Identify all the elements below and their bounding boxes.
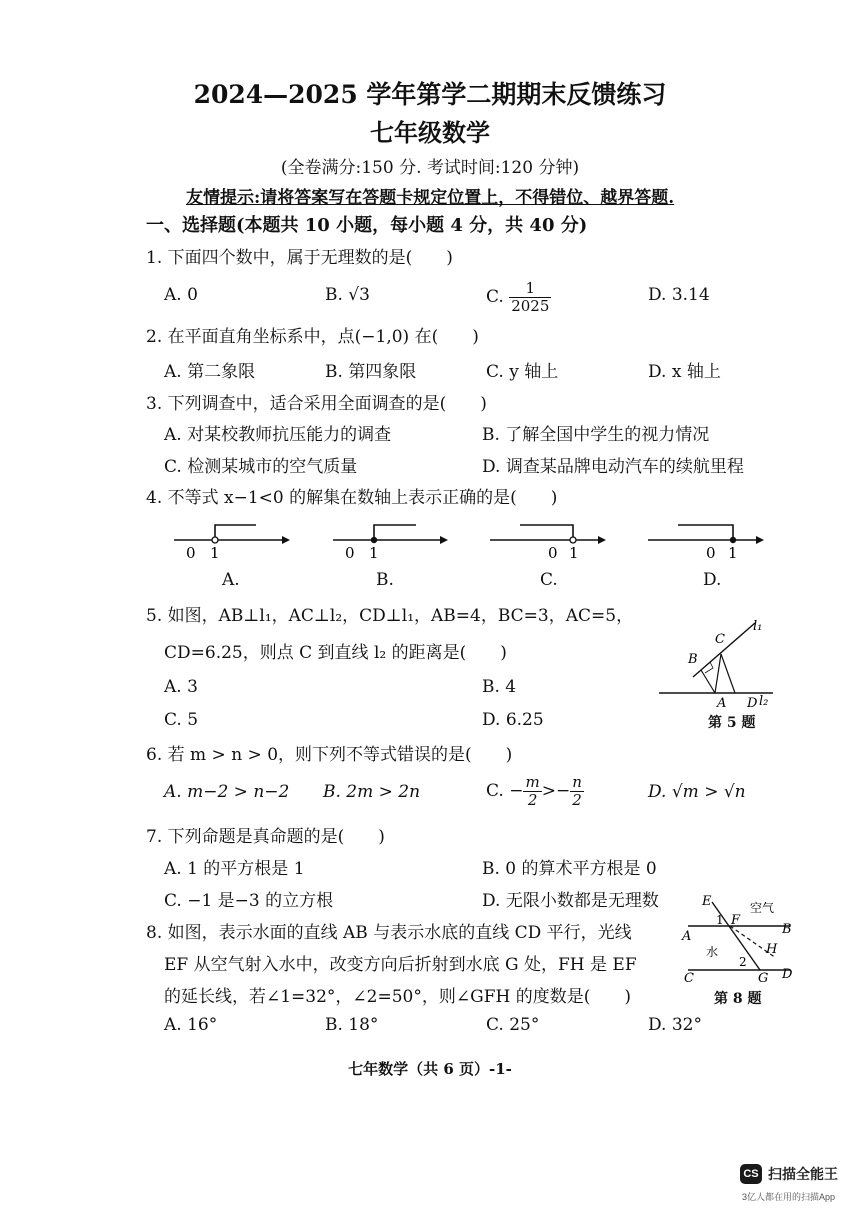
q6-frac-left: $\frac{m}{2}$: [525, 773, 540, 809]
q8-figure-caption: 第 8 题: [714, 991, 762, 1007]
q5-option-b: B. 4: [482, 677, 517, 697]
q4-label-b: B.: [376, 570, 394, 590]
svg-text:l₂: l₂: [759, 694, 769, 709]
q2-option-a: A. 第二象限: [164, 362, 256, 382]
q6-option-c: C. − $\frac{m}{2}$ >− $\frac{n}{2}$: [486, 773, 582, 809]
svg-text:F: F: [731, 913, 741, 928]
svg-text:B: B: [688, 652, 698, 667]
question-4-stem: 4. 不等式 x−1<0 的解集在数轴上表示正确的是( ): [146, 488, 558, 508]
exam-info: (全卷满分:150 分. 考试时间:120 分钟): [280, 158, 580, 178]
q3-option-d: D. 调查某品牌电动汽车的续航里程: [482, 457, 744, 477]
svg-text:D: D: [782, 967, 793, 982]
q4-line-c: [490, 525, 606, 562]
q7-option-a: A. 1 的平方根是 1: [164, 859, 305, 879]
q4-line-d: [648, 525, 764, 562]
q1-fraction: [509, 280, 551, 315]
q4-line-a: [174, 525, 290, 562]
section-heading: 一、选择题(本题共 10 小题，每小题 4 分，共 40 分): [146, 215, 588, 236]
question-8-stem-2: EF 从空气射入水中，改变方向后折射到水底 G 处，FH 是 EF: [164, 955, 637, 975]
exam-title: 2024—2025 学年第学二期期末反馈练习: [193, 80, 667, 109]
q4-line-b: [333, 525, 448, 562]
svg-text:1: 1: [569, 544, 579, 562]
question-3-stem: 3. 下列调查中，适合采用全面调查的是( ): [146, 394, 487, 414]
camscanner-logo-icon: CS: [740, 1164, 762, 1184]
q2-option-c: C. y 轴上: [486, 362, 559, 382]
svg-text:A: A: [717, 696, 727, 711]
q6-option-d: D. √m > √n: [648, 782, 746, 802]
svg-text:C: C: [684, 971, 694, 982]
svg-text:0: 0: [706, 544, 716, 562]
q7-option-b: B. 0 的算术平方根是 0: [482, 859, 657, 879]
q8-option-c: C. 25°: [486, 1015, 540, 1035]
svg-text:l₁: l₁: [753, 619, 763, 634]
svg-text:D: D: [747, 696, 758, 711]
svg-text:1: 1: [728, 544, 738, 562]
svg-text:H: H: [766, 942, 778, 957]
q7-option-d: D. 无限小数都是无理数: [482, 891, 659, 911]
q4-label-a: A.: [222, 570, 240, 590]
q1-option-a: A. 0: [164, 285, 198, 305]
q4-number-lines: [170, 518, 770, 566]
q3-option-b: B. 了解全国中学生的视力情况: [482, 425, 710, 445]
svg-text:空气: 空气: [750, 901, 775, 915]
q8-option-a: A. 16°: [164, 1015, 218, 1035]
svg-text:1: 1: [369, 544, 379, 562]
q3-option-a: A. 对某校教师抗压能力的调查: [164, 425, 392, 445]
q1-fraction-den: 2025: [511, 297, 550, 315]
q7-option-c: C. −1 是−3 的立方根: [164, 891, 334, 911]
svg-text:A: A: [682, 929, 692, 944]
camscanner-tagline: 3亿人都在用的扫描App: [742, 1192, 836, 1202]
q8-figure: [678, 890, 798, 982]
svg-text:E: E: [702, 894, 712, 909]
q8-option-b: B. 18°: [325, 1015, 379, 1035]
svg-text:1: 1: [210, 544, 220, 562]
q1-fraction-num: 1: [509, 280, 551, 298]
svg-text:C: C: [715, 632, 725, 647]
question-7-stem: 7. 下列命题是真命题的是( ): [146, 827, 385, 847]
svg-text:2: 2: [739, 955, 747, 969]
q2-option-b: B. 第四象限: [325, 362, 417, 382]
svg-text:1: 1: [716, 913, 724, 927]
question-8-stem-3: 的延长线，若∠1=32°，∠2=50°，则∠GFH 的度数是( ): [164, 987, 631, 1007]
q1-option-b: B. √3: [325, 285, 370, 305]
page-footer: 七年数学（共 6 页）-1-: [348, 1060, 512, 1078]
svg-text:0: 0: [345, 544, 355, 562]
camscanner-name: 扫描全能王: [768, 1166, 838, 1182]
q8-option-d: D. 32°: [648, 1015, 702, 1035]
q6-frac-right: $\frac{n}{2}$: [572, 773, 582, 809]
q6-option-b: B. 2m > 2n: [323, 782, 421, 802]
q1-option-c: [486, 280, 551, 315]
question-5-stem: 5. 如图，AB⊥l₁，AC⊥l₂，CD⊥l₁，AB=4，BC=3，AC=5，: [146, 606, 634, 626]
q5-option-a: A. 3: [164, 677, 198, 697]
q6-option-a: A. m−2 > n−2: [164, 782, 290, 802]
question-6-stem: 6. 若 m > n > 0，则下列不等式错误的是( ): [146, 745, 513, 765]
subject-title: 七年级数学: [370, 118, 490, 147]
svg-text:0: 0: [548, 544, 558, 562]
question-1-stem: 1. 下面四个数中，属于无理数的是( ): [146, 248, 453, 268]
q6-option-c-letter: C.: [486, 781, 504, 801]
q5-option-c: C. 5: [164, 710, 199, 730]
q2-option-d: D. x 轴上: [648, 362, 721, 382]
friendly-tip: 友情提示:请将答案写在答题卡规定位置上，不得错位、越界答题.: [186, 188, 675, 208]
question-5-stem-2: CD=6.25，则点 C 到直线 l₂ 的距离是( ): [164, 643, 507, 663]
svg-text:G: G: [758, 971, 769, 982]
q5-option-d: D. 6.25: [482, 710, 544, 730]
q1-option-d: D. 3.14: [648, 285, 710, 305]
question-8-stem: 8. 如图，表示水面的直线 AB 与表示水底的直线 CD 平行，光线: [146, 923, 632, 943]
question-2-stem: 2. 在平面直角坐标系中，点(−1,0) 在( ): [146, 327, 479, 347]
svg-text:水: 水: [706, 945, 719, 959]
q4-label-c: C.: [540, 570, 558, 590]
svg-text:B: B: [782, 922, 792, 937]
q4-label-d: D.: [703, 570, 722, 590]
svg-text:0: 0: [186, 544, 196, 562]
q5-figure: [655, 615, 775, 715]
q5-figure-caption: 第 5 题: [708, 715, 756, 731]
q3-option-c: C. 检测某城市的空气质量: [164, 457, 358, 477]
q1-option-c-letter: C.: [486, 287, 504, 307]
